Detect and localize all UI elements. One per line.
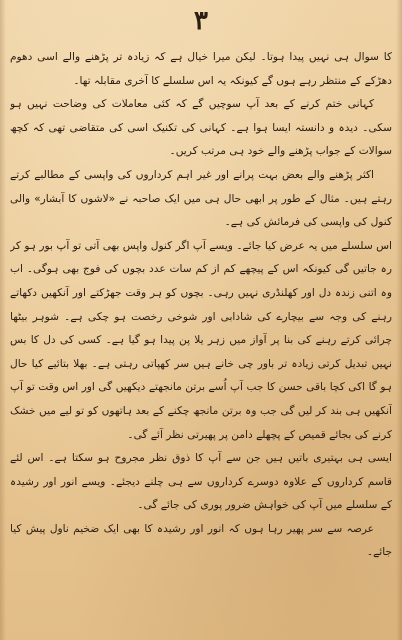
page-edge-shadow-right [396,0,402,640]
paragraph-6: عرصہ سے سر پھیر رہا ہوں کہ انور اور رشیدہ کا بھی ایک ضخیم ناول پیش کیا جائے۔ [10,522,392,559]
paragraph-2: کہانی ختم کرنے کے بعد آپ سوچیں گے کہ کئی معاملات کی وضاحت نہیں ہو سکی۔ دیدہ و دانستہ ایسا ہوا ہے۔ کہانی کی تکنیک اسی کی متقاضی تھی کہ کچھ سوالات کے جواب پڑھنے والے خود ہی مرتب کریں۔ [10,98,392,158]
paragraph-1: کا سوال ہی نہیں پیدا ہوتا۔ لیکن میرا خیال ہے کہ زیادہ تر پڑھنے والے اسی دھوم دھڑکے کے منتظر رہے ہوں گے کیونکہ یہ اس سلسلے کا آخری مقابلہ تھا۔ [10,51,392,87]
page-number: ۳ [194,6,208,36]
page-edge-shadow-left [0,0,6,640]
paragraph-4: اس سلسلے میں یہ عرض کیا جائے۔ ویسے آپ اگر کنول واپس بھی آتی تو آپ بور ہو کر رہ جاتیں گی کیونکہ اس کے پیچھے کم از کم سات عدد بچوں کی فوج بھی ہوگی۔ اب وہ اتنی زندہ دل اور کھلنڈری نہیں رہی۔ بچوں کو ہر وقت جھڑکتے اور آنکھیں دکھاتے رہنے کی وجہ سے بیچارے کی شادابی اور شوخی رخصت ہو چکی ہے۔ شوہر بیٹھا چرائی کرتے رہنے کی بنا پر آواز میں زہر یلا پن پیدا ہو گیا ہے۔ کسی کی دل کا بس نہیں تبدیل کرتی زیادہ تر باور چی خانے ہیں سر کھپاتی رہتی ہے۔ بھلا بتائیے کیا حال ہو گا اکی کچا باقی حسن کا جب آپ اُسے برتن مانجھتے دیکھیں گی اور اس وقت تو آپ آنکھیں ہی بند کر لیں گی جب وہ برتن مانجھ چکنے کے بعد ہاتھوں کو تو لیے میں خشک کرنے کی بجائے قمیص کے پچھلے دامن پر پھیرتی نظر آئے گی۔ [10,239,392,441]
page-body-text [10,46,392,628]
paragraph-5: ایسی ہی بہتیری باتیں ہیں جن سے آپ کا ذوق نظر مجروح ہو سکتا ہے۔ اس لئے قاسم کرداروں کے علاوہ دوسرے کرداروں سے ہی چلنے دیجئے۔ ویسے انور اور رشیدہ کے سلسلے میں آپ کی خواہش ضرور پوری کی جائے گی۔ [10,452,392,512]
paragraph-3: اکثر پڑھنے والے بعض بہت پرانے اور غیر اہم کرداروں کی واپسی کے مطالبے کرتے رہتے ہیں۔ مثال کے طور پر ابھی حال ہی میں ایک صاحبہ نے «لاشوں کا آبشار» والی کنول کی واپسی کی فرمائش کی ہے۔ [10,168,392,229]
